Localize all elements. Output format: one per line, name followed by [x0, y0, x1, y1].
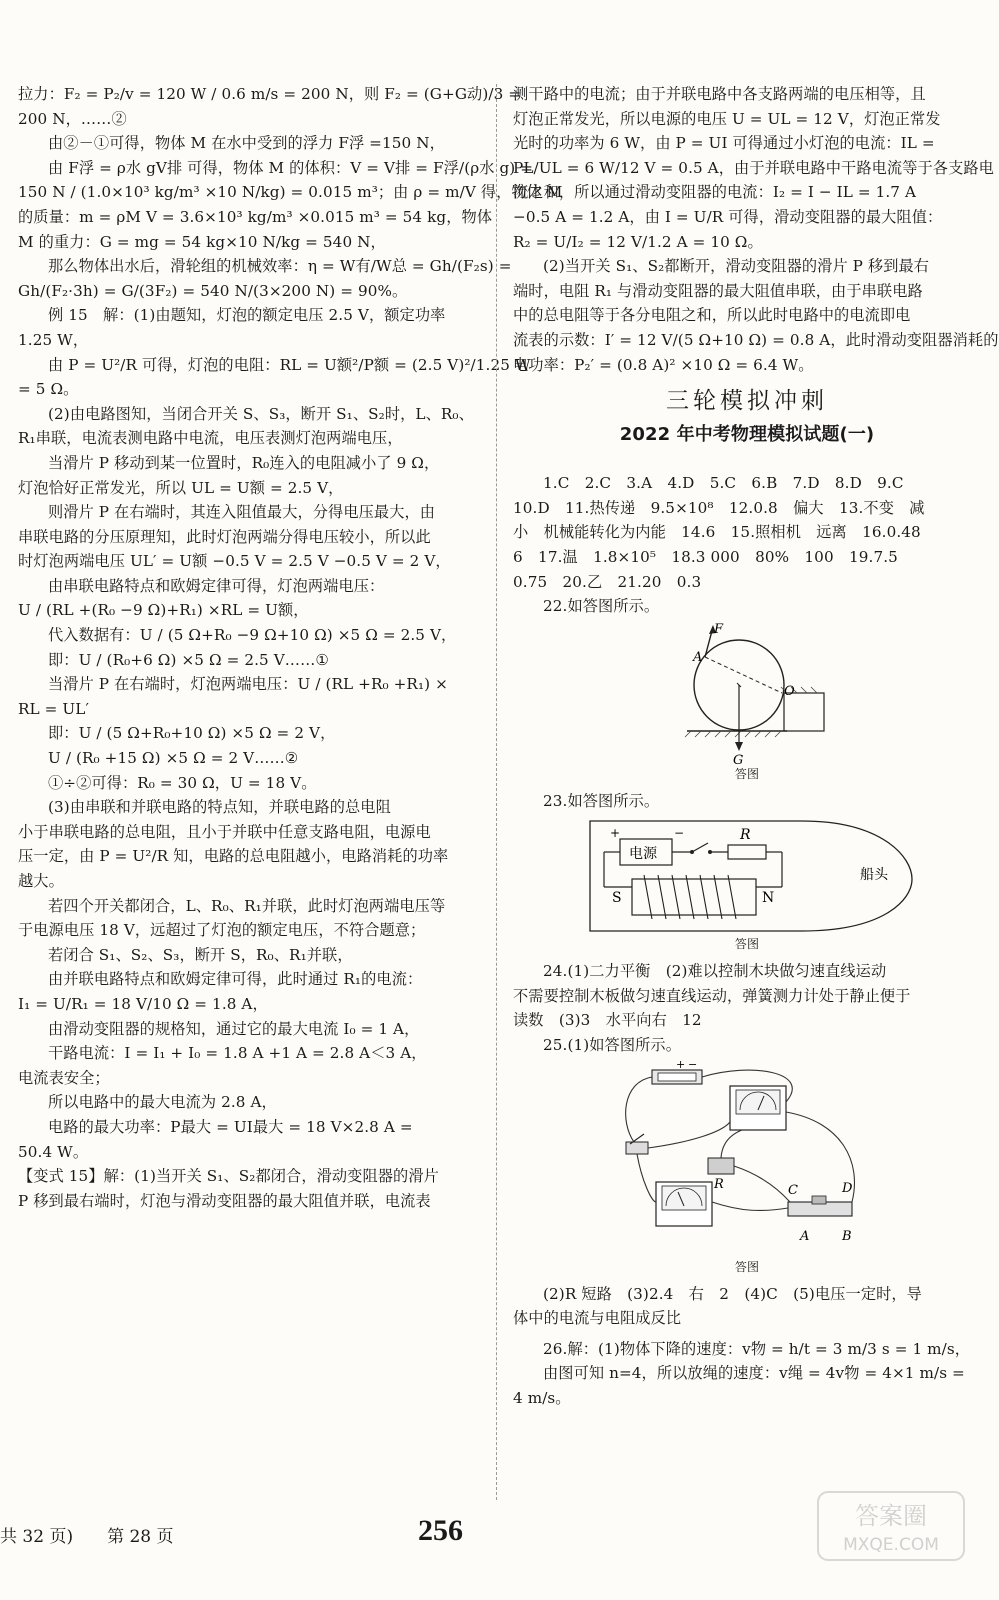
- answer-line: 24.(1)二力平衡 (2)难以控制木块做匀速直线运动: [543, 962, 887, 981]
- solution-text-line: 流表的示数：I′ = 12 V/(5 Ω+10 Ω) = 0.8 A，此时滑动变阻器消耗的: [513, 330, 999, 349]
- solution-text-line: 4 m/s。: [513, 1389, 571, 1408]
- figure-22-caption: 答图: [734, 766, 760, 781]
- fig22-label-a: A: [693, 649, 703, 665]
- solution-text-line: 小于串联电路的总电阻，且小于并联中任意支路电阻，电源电: [18, 822, 431, 841]
- solution-text-line: 由并联电路特点和欧姆定律可得，此时通过 R₁的电流：: [48, 970, 423, 989]
- answer-line: 不需要控制木板做匀速直线运动，弹簧测力计处于静止便于: [513, 986, 911, 1005]
- answer-line: 读数 (3)3 水平向右 12: [513, 1011, 702, 1030]
- answer-line: 小 机械能转化为内能 14.6 15.照相机 远离 16.0.48: [513, 523, 921, 542]
- solution-text-line: 于电源电压 18 V，远超过了灯泡的额定电压，不符合题意；: [18, 921, 426, 940]
- solution-text-line: 越大。: [18, 872, 64, 890]
- solution-text-line: 串联电路的分压原理知，此时灯泡两端分得电压较小，所以此: [18, 527, 431, 546]
- solution-text-line: 由②－①可得，物体 M 在水中受到的浮力 F浮 =150 N，: [48, 134, 445, 153]
- solution-text-line: P 移到最右端时，灯泡与滑动变阻器的最大阻值并联，电流表: [18, 1191, 431, 1210]
- solution-text-line: R₂ = U/I₂ = 12 V/1.2 A = 10 Ω。: [513, 232, 763, 251]
- question-24-text: [513, 959, 981, 1033]
- solution-text-line: M 的重力：G = mg = 54 kg×10 N/kg = 540 N，: [18, 232, 386, 251]
- solution-text-line: 中的总电阻等于各分电阻之和，所以此时电路中的电流即电: [513, 306, 911, 325]
- figure-23-electromagnet-boat: [582, 817, 912, 935]
- solution-text-line: PL/UL = 6 W/12 V = 0.5 A，由于并联电路中干路电流等于各支路电: [513, 158, 994, 177]
- watermark-logo: [816, 1490, 966, 1562]
- solution-text-line: 150 N / (1.0×10³ kg/m³ ×10 N/kg) = 0.015 m³；由 ρ = m/V 得，物体 M: [18, 183, 563, 202]
- solution-text-line: 当滑片 P 在右端时，灯泡两端电压：U / (RL +R₀ +R₁) ×: [48, 675, 448, 694]
- fig23-plus: +: [610, 826, 621, 841]
- fig23-bow-label: 船头: [860, 867, 889, 884]
- solution-text-line: 流之和，所以通过滑动变阻器的电流：I₂ = I − IL = 1.7 A: [513, 183, 917, 202]
- solution-text-line: 即：U / (R₀+6 Ω) ×5 Ω = 2.5 V……①: [48, 650, 330, 669]
- solution-text-line: 测干路中的电流；由于并联电路中各支路两端的电压相等，且: [513, 85, 926, 103]
- solution-text-line: (2)当开关 S₁、S₂都断开，滑动变阻器的滑片 P 移到最右: [543, 257, 930, 276]
- solution-text-line: 由 P = U²/R 可得，灯泡的电阻：RL = U额²/P额 = (2.5 V)²/1.25 W: [48, 355, 531, 374]
- question-25-text: 25.(1)如答图所示。: [543, 1036, 681, 1055]
- fig25-a-label: A: [800, 1228, 810, 1244]
- solution-text-line: 压一定，由 P = U²/R 知，电路的总电阻越小，电路消耗的功率: [18, 847, 449, 866]
- svg-text:答案圈: 答案圈: [855, 1502, 927, 1530]
- solution-text-line: 电流表安全；: [18, 1068, 110, 1087]
- answer-line: 1.C 2.C 3.A 4.D 5.C 6.B 7.D 8.D 9.C: [543, 474, 904, 493]
- solution-text-line: U / (R₀ +15 Ω) ×5 Ω = 2 V……②: [48, 749, 299, 768]
- fig23-n-label: N: [762, 890, 775, 907]
- solution-text-line: 时灯泡两端电压 UL′ = U额 −0.5 V = 2.5 V −0.5 V = 2 V，: [18, 552, 451, 571]
- fig23-minus: −: [674, 826, 685, 841]
- solution-text-line: −0.5 A = 1.2 A，由 I = U/R 可得，滑动变阻器的最大阻值：: [513, 207, 943, 226]
- solution-text-line: I₁ = U/R₁ = 18 V/10 Ω = 1.8 A，: [18, 994, 268, 1013]
- figure-22-circle-lever: [647, 621, 847, 768]
- solution-text-line: ①÷②可得：R₀ = 30 Ω，U = 18 V。: [48, 773, 317, 792]
- fig22-label-o: O: [784, 683, 795, 699]
- solution-text-line: 若四个开关都闭合，L、R₀、R₁并联，此时灯泡两端电压等: [48, 896, 446, 915]
- left-column: [18, 82, 563, 1213]
- solution-text-line: 代入数据有：U / (5 Ω+R₀ −9 Ω+10 Ω) ×5 Ω = 2.5 V，: [48, 626, 457, 645]
- solution-text-line: 所以电路中的最大电流为 2.8 A，: [48, 1093, 277, 1112]
- figure-23-caption: 答图: [734, 937, 760, 952]
- question-25-answers: [513, 1282, 981, 1331]
- question-22-text: 22.如答图所示。: [543, 597, 660, 616]
- fig22-label-g: G: [733, 752, 744, 768]
- solution-text-line: 26.解：(1)物体下降的速度：v物 = h/t = 3 m/3 s = 1 m/s，: [543, 1339, 971, 1358]
- solution-text-line: = 5 Ω。: [18, 380, 79, 399]
- fig22-label-f: F: [714, 621, 724, 637]
- fig25-b-label: B: [842, 1228, 852, 1244]
- column-divider: [496, 84, 497, 1500]
- solution-text-line: 由图可知 n=4，所以放绳的速度：v绳 = 4v物 = 4×1 m/s =: [543, 1364, 965, 1383]
- answer-line: (2)R 短路 (3)2.4 右 2 (4)C (5)电压一定时，导: [543, 1284, 922, 1303]
- solution-text-line: 例 15 解：(1)由题知，灯泡的额定电压 2.5 V，额定功率: [48, 306, 446, 325]
- solution-text-line: 由串联电路特点和欧姆定律可得，灯泡两端电压：: [48, 576, 385, 595]
- solution-text-line: 则滑片 P 在右端时，其连入阻值最大，分得电压最大，由: [48, 503, 436, 522]
- solution-text-line: 1.25 W，: [18, 330, 89, 349]
- solution-text-line: (3)由串联和并联电路的特点知，并联电路的总电阻: [48, 798, 391, 817]
- solution-text-line: 灯泡正常发光，所以电源的电压 U = UL = 12 V，灯泡正常发: [513, 109, 941, 128]
- fig25-minus: −: [688, 1057, 698, 1071]
- solution-text-line: 由 F浮 = ρ水 gV排 可得，物体 M 的体积：V = V排 = F浮/(ρ水 g) =: [48, 158, 534, 177]
- fig25-d-label: D: [842, 1180, 853, 1196]
- answer-line: 6 17.温 1.8×10⁵ 18.3 000 80% 100 19.7.5: [513, 547, 898, 566]
- solution-text-line: 【变式 15】解：(1)当开关 S₁、S₂都闭合，滑动变阻器的滑片: [18, 1167, 439, 1186]
- answer-line: 体中的电流与电阻成反比: [513, 1309, 682, 1328]
- fig23-power-label: 电源: [629, 846, 658, 863]
- solution-text-line: 的质量：m = ρM V = 3.6×10³ kg/m³ ×0.015 m³ = 54 kg，物体: [18, 207, 493, 226]
- right-column: [513, 82, 999, 1411]
- answer-line: 0.75 20.乙 21.20 0.3: [513, 572, 702, 591]
- fig25-c-label: C: [788, 1182, 799, 1198]
- figure-25-caption: 答图: [734, 1259, 760, 1274]
- solution-text-line: Gh/(F₂·3h) = G/(3F₂) = 540 N/(3×200 N) = 90%。: [18, 281, 408, 300]
- fig25-plus: +: [676, 1057, 686, 1071]
- solution-text-line: 即：U / (5 Ω+R₀+10 Ω) ×5 Ω = 2 V，: [48, 724, 336, 743]
- solution-text-line: 那么物体出水后，滑轮组的机械效率：η = W有/W总 = Gh/(F₂s) =: [48, 257, 512, 276]
- fig23-r-label: R: [740, 827, 751, 844]
- question-23-text: 23.如答图所示。: [543, 791, 660, 810]
- solution-text-line: 当滑片 P 移动到某一位置时，R₀连入的电阻减小了 9 Ω，: [48, 453, 440, 472]
- solution-text-line: 200 N，……②: [18, 109, 127, 128]
- solution-text-line: 拉力：F₂ = P₂/v = 120 W / 0.6 m/s = 200 N，则 F₂ = (G+G动)/3 =: [18, 85, 522, 103]
- figure-25-circuit-apparatus: [612, 1057, 882, 1258]
- right-top-text: [513, 82, 999, 377]
- solution-text-line: 干路电流：I = I₁ + I₀ = 1.8 A +1 A = 2.8 A＜3 A，: [48, 1044, 427, 1063]
- solution-text-line: 电路的最大功率：P最大 = UI最大 = 18 V×2.8 A =: [48, 1117, 413, 1136]
- solution-text-line: 光时的功率为 6 W，由 P = UI 可得通过小灯泡的电流：IL =: [513, 134, 935, 153]
- svg-text:MXQE.COM: MXQE.COM: [843, 1535, 939, 1555]
- solution-text-line: (2)由电路图知，当闭合开关 S、S₃，断开 S₁、S₂时，L、R₀、: [48, 404, 474, 423]
- solution-text-line: 灯泡恰好正常发光，所以 UL = U额 = 2.5 V，: [18, 478, 344, 497]
- page-footer: [0, 1502, 996, 1570]
- fig23-s-label: S: [612, 890, 622, 907]
- solution-text-line: 端时，电阻 R₁ 与滑动变阻器的最大阻值串联，由于串联电路: [513, 281, 923, 300]
- solution-text-line: RL = UL′: [18, 699, 90, 718]
- answer-line: 10.D 11.热传递 9.5×10⁸ 12.0.8 偏大 13.不变 减: [513, 498, 925, 517]
- solution-text-line: 由滑动变阻器的规格知，通过它的最大电流 I₀ = 1 A，: [48, 1019, 420, 1038]
- solution-text-line: R₁串联，电流表测电路中电流，电压表测灯泡两端电压，: [18, 429, 403, 448]
- solution-text-line: 电功率：P₂′ = (0.8 A)² ×10 Ω = 6.4 W。: [513, 355, 814, 374]
- solution-text-line: U / (RL +(R₀ −9 Ω)+R₁) ×RL = U额，: [18, 601, 309, 620]
- question-26-text: [513, 1337, 981, 1411]
- section-title: 三轮模拟冲刺: [666, 388, 828, 415]
- exam-title: 2022 年中考物理模拟试题(一): [619, 424, 875, 446]
- page-number: 256: [418, 1514, 463, 1547]
- solution-text-line: 若闭合 S₁、S₂、S₃，断开 S，R₀、R₁并联，: [48, 945, 353, 964]
- fig25-r-label: R: [714, 1176, 724, 1192]
- answer-list: [513, 471, 981, 594]
- solution-text-line: 50.4 W。: [18, 1142, 89, 1161]
- footer-page-info: 共 32 页) 第 28 页: [0, 1527, 174, 1547]
